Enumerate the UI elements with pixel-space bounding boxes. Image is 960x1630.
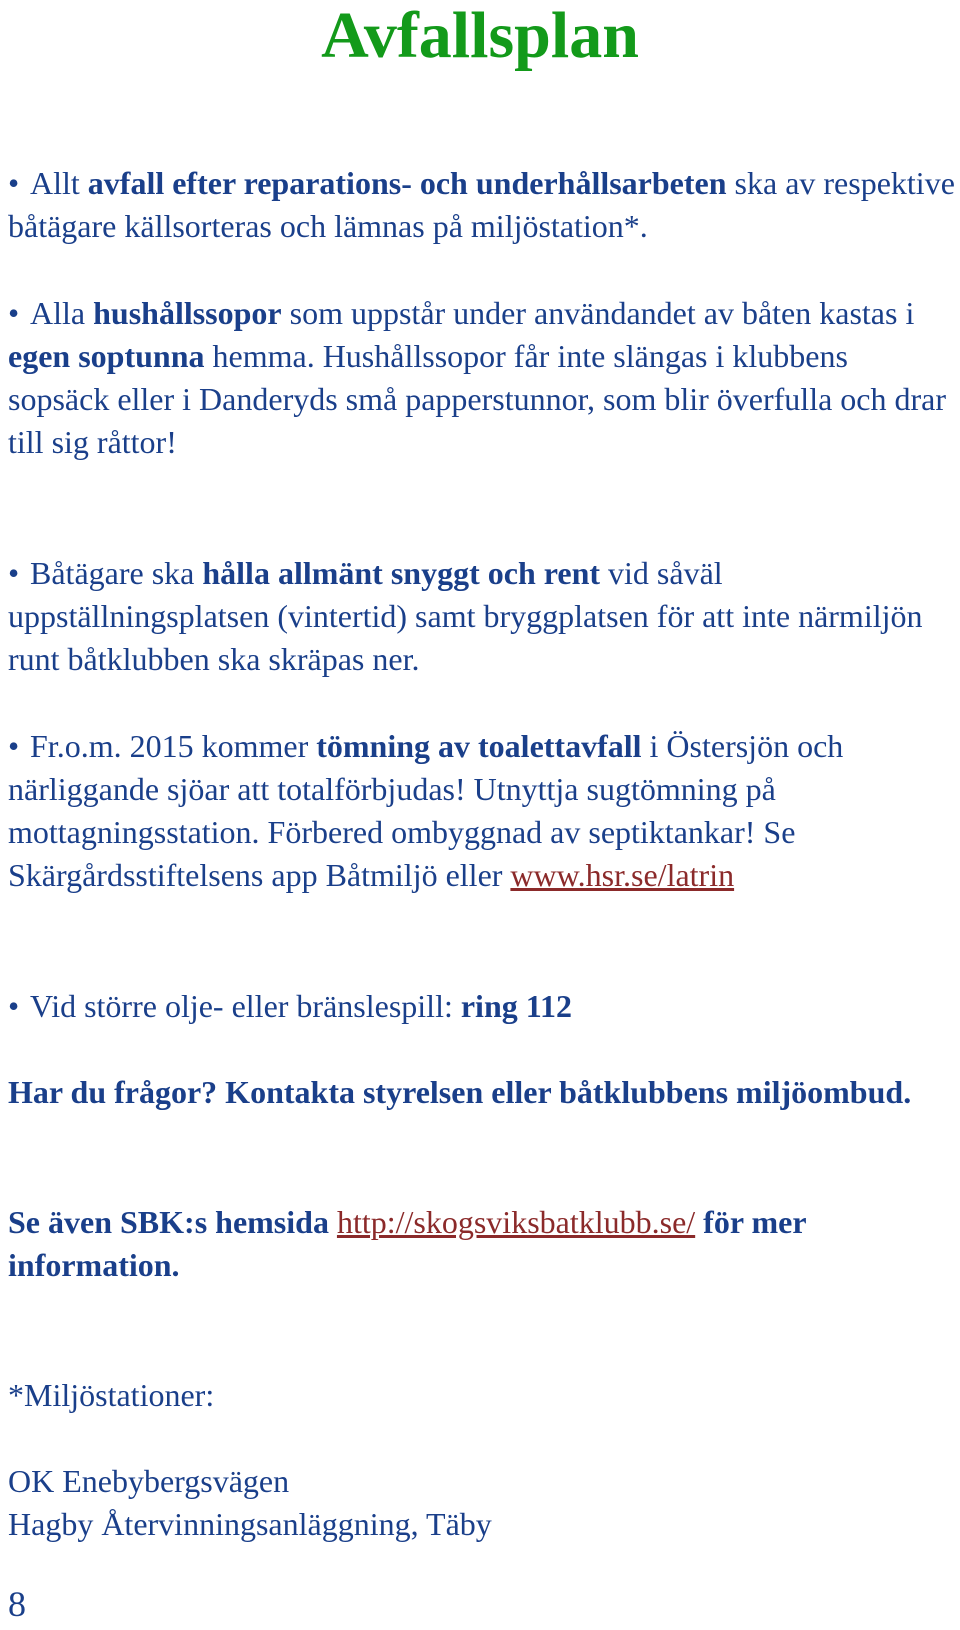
bullet-oil-spill xyxy=(8,985,956,1028)
bullet-emphasis: hålla allmänt snyggt och rent xyxy=(202,555,601,591)
bullet-marker: • xyxy=(8,165,20,201)
station-item: Hagby Återvinningsanläggning, Täby xyxy=(8,1506,492,1542)
bullet-text: vid såväl uppställningsplatsen (vintertid) samt bryggplatsen för att inte närmiljön runt båtklubben ska skräpas ner. xyxy=(8,555,923,677)
bullet-marker: • xyxy=(8,555,20,591)
club-website-link[interactable]: http://skogsviksbatklubb.se/ xyxy=(336,1204,696,1240)
bullet-emphasis: egen soptunna xyxy=(8,338,205,374)
page-number: 8 xyxy=(8,1584,26,1624)
bullet-keep-clean xyxy=(8,552,956,681)
bullet-text: Allt xyxy=(30,165,88,201)
bullet-text: som uppstår under användandet av båten kastas i xyxy=(281,295,915,331)
bullet-text: Vid större olje- eller bränslespill: xyxy=(30,988,461,1024)
bullet-household-waste xyxy=(8,292,956,464)
bullet-text: hemma. Hushållssopor får inte slängas i klubbens sopsäck eller i Danderyds små papperstunnor, som blir överfulla och drar till sig råttor! xyxy=(8,338,946,460)
bullet-marker: • xyxy=(8,988,20,1024)
see-also-text: Se även SBK:s hemsida xyxy=(8,1204,337,1240)
bullet-text: Båtägare ska xyxy=(30,555,203,591)
bullet-emphasis: tömning av toalettavfall xyxy=(316,728,642,764)
bullet-emphasis: avfall efter reparations- och underhållsarbeten xyxy=(87,165,727,201)
bullet-toilet-waste xyxy=(8,725,956,897)
see-also-website xyxy=(8,1201,956,1287)
bullet-emphasis: ring 112 xyxy=(460,988,572,1024)
page-title: Avfallsplan xyxy=(321,0,639,72)
bullet-text: Alla xyxy=(30,295,94,331)
bullet-emphasis: hushållssopor xyxy=(93,295,282,331)
bullet-text: ska av respektive båtägare källsorteras och lämnas på miljöstation*. xyxy=(8,165,955,244)
questions-contact: Har du frågor? Kontakta styrelsen eller båtklubbens miljöombud. xyxy=(8,1074,912,1110)
station-list xyxy=(8,1460,956,1546)
see-also-text: för mer information. xyxy=(8,1204,806,1283)
bullet-text: i Östersjön och närliggande sjöar att totalförbjudas! Utnyttja sugtömning på mottagningsstation. Förbered ombyggnad av septiktankar! Se Skärgårdsstiftelsens app Båtmiljö eller xyxy=(8,728,844,893)
footnote-heading: *Miljöstationer: xyxy=(8,1377,215,1413)
hsr-latrin-link[interactable]: www.hsr.se/latrin xyxy=(510,857,735,893)
bullet-text: Fr.o.m. 2015 kommer xyxy=(30,728,317,764)
bullet-marker: • xyxy=(8,295,20,331)
bullet-waste-repairs xyxy=(8,162,956,248)
station-item: OK Enebybergsvägen xyxy=(8,1463,290,1499)
bullet-marker: • xyxy=(8,728,20,764)
